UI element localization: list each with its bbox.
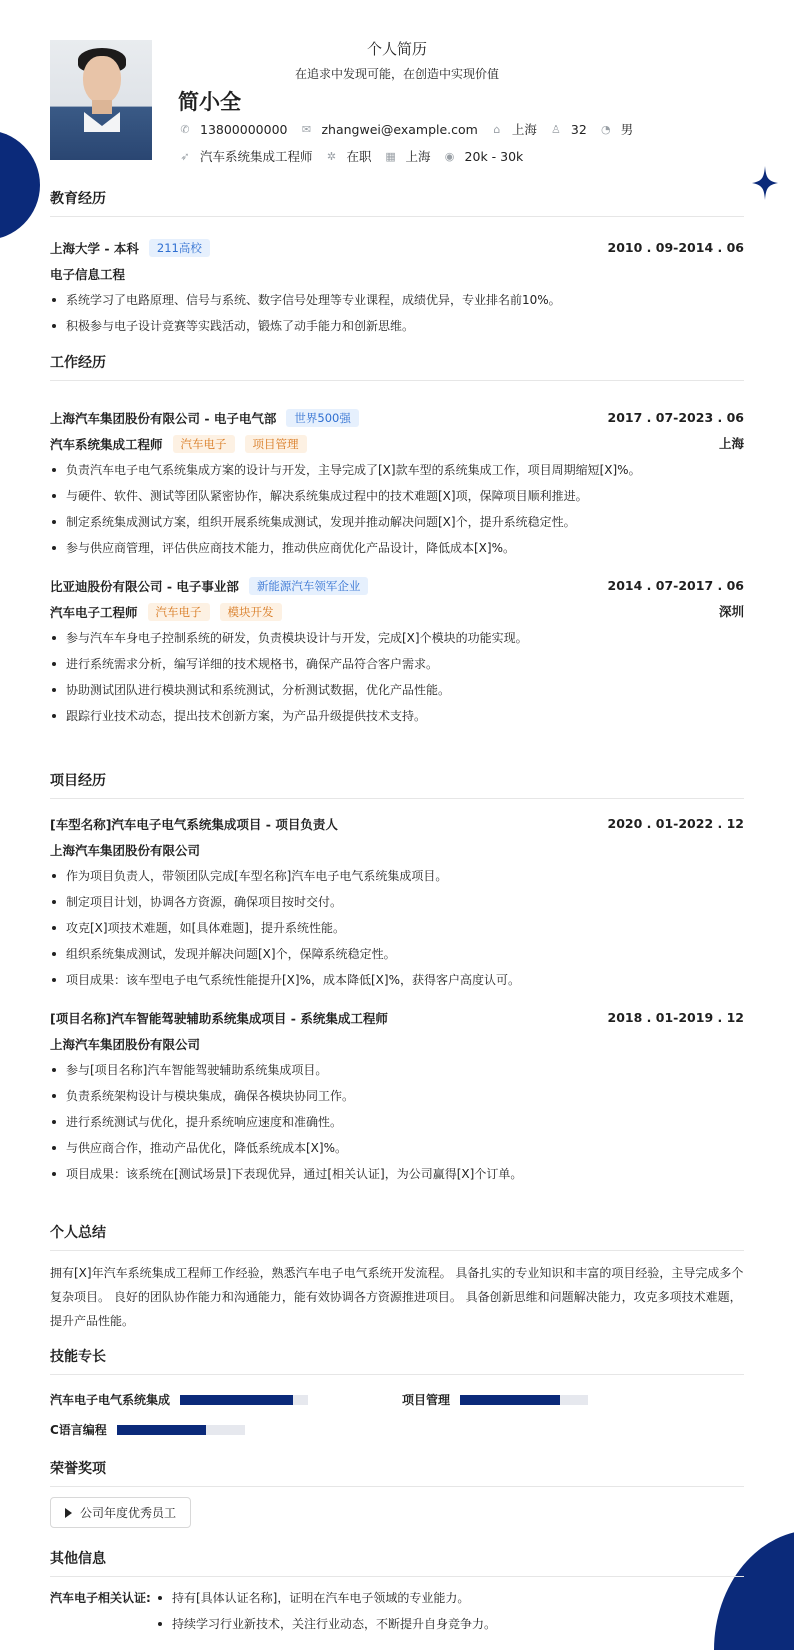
skill-item [50,1421,245,1438]
job-city: 上海 [718,436,744,451]
company-name: 比亚迪股份有限公司 - 电子事业部 [50,579,239,594]
phone-icon: ✆ [180,122,190,136]
skill-bar [117,1425,245,1435]
list-item: 与供应商合作，推动产品优化，降低系统成本[X]%。 [50,1135,744,1161]
job-header [50,405,744,431]
city-text: 上海 [405,149,431,164]
list-item: 进行系统需求分析，编写详细的技术规格书，确保产品符合客户需求。 [50,651,744,677]
education-section [50,188,744,339]
list-item: 系统学习了电路原理、信号与系统、数字信号处理等专业课程，成绩优异，专业排名前10%。 [50,287,744,313]
education-list [50,287,744,339]
section-title: 荣誉奖项 [50,1458,744,1487]
email-text: zhangwei@example.com [321,121,478,137]
skill-bar-fill [460,1395,560,1405]
skill-bar-fill [117,1425,207,1435]
list-item: 负责系统架构设计与模块集成，确保各模块协同工作。 [50,1083,744,1109]
home-text: 上海 [511,122,537,137]
role-tag: 项目管理 [245,435,307,453]
project-header [50,811,744,837]
section-title: 项目经历 [50,770,744,799]
send-icon: ➶ [180,149,190,163]
skill-name: 汽车电子电气系统集成 [50,1393,171,1407]
age-text: 32 [570,121,587,137]
list-item: 与硬件、软件、测试等团队紧密协作，解决系统集成过程中的技术难题[X]项，保障项目顺利推进。 [50,483,744,509]
home-item [490,120,537,138]
company-tag: 新能源汽车领军企业 [249,577,369,595]
role-name: 汽车系统集成工程师 [50,437,163,452]
project-header [50,1005,744,1031]
other-label: 汽车电子相关认证: [50,1591,151,1605]
gender-icon: ◔ [600,122,611,136]
play-icon [65,1508,72,1518]
list-item: 跟踪行业技术动态，提出技术创新方案，为产品升级提供技术支持。 [50,703,744,729]
job-duties [50,457,744,561]
project-org: 上海汽车集团股份有限公司 [50,1037,201,1052]
skill-bar [180,1395,308,1405]
job-period: 2017 . 07-2023 . 06 [607,410,744,425]
section-title: 个人总结 [50,1222,744,1251]
list-item: 攻克[X]项技术难题，如[具体难题]，提升系统性能。 [50,915,744,941]
status-text: 在职 [346,149,372,164]
salary-item [443,149,524,164]
list-item: 项目成果：该车型电子电气系统性能提升[X]%，成本降低[X]%，获得客户高度认可。 [50,967,744,993]
home-icon: ⌂ [493,122,501,136]
mail-icon: ✉ [301,122,312,136]
list-item: 负责汽车电子电气系统集成方案的设计与开发，主导完成了[X]款车型的系统集成工作，项目周期缩短[X]%。 [50,457,744,483]
skill-bar [460,1395,588,1405]
phone-item [178,122,287,137]
role-row [50,599,744,625]
skill-item [402,1391,588,1408]
education-period: 2010 . 09-2014 . 06 [607,240,744,255]
project-period: 2018 . 01-2019 . 12 [607,1010,744,1025]
list-item: 参与[项目名称]汽车智能驾驶辅助系统集成项目。 [50,1057,744,1083]
age-item [549,122,587,137]
skill-name: C语言编程 [50,1423,107,1437]
project-name: [车型名称]汽车电子电气系统集成项目 - 项目负责人 [50,817,338,832]
gender-item [599,120,634,138]
section-title: 其他信息 [50,1548,744,1577]
document-motto: 在追求中发现可能，在创造中实现价值 [294,67,499,81]
school-name: 上海大学 - 本科 [50,241,139,256]
list-item: 组织系统集成测试，发现并解决问题[X]个，保障系统稳定性。 [50,941,744,967]
project-duties [50,1057,744,1187]
city-item [384,147,431,165]
project-duties [50,863,744,993]
job-city: 深圳 [718,604,744,619]
role-name: 汽车电子工程师 [50,605,138,620]
email-item [299,122,477,137]
list-item: 参与汽车车身电子控制系统的研发，负责模块设计与开发，完成[X]个模块的功能实现。 [50,625,744,651]
project-name: [项目名称]汽车智能驾驶辅助系统集成项目 - 系统集成工程师 [50,1011,388,1026]
project-period: 2020 . 01-2022 . 12 [607,816,744,831]
company-tag: 世界500强 [286,409,358,427]
project-org-row [50,1031,744,1057]
skills-grid [50,1375,744,1445]
role-tag: 汽车电子 [148,603,210,621]
status-item [325,147,372,165]
other-list [156,1585,496,1637]
section-title: 工作经历 [50,352,744,381]
job-intent-row [178,147,535,165]
section-title: 技能专长 [50,1346,744,1375]
list-item: 项目成果：该系统在[测试场景]下表现优异，通过[相关认证]，为公司赢得[X]个订单。 [50,1161,744,1187]
other-section [50,1548,744,1637]
list-item: 作为项目负责人，带领团队完成[车型名称]汽车电子电气系统集成项目。 [50,863,744,889]
salary-text: 20k - 30k [464,148,524,164]
list-item: 制定项目计划，协调各方资源，确保项目按时交付。 [50,889,744,915]
education-header [50,235,744,261]
document-title: 个人简历 [366,40,427,58]
building-icon: ▦ [385,149,396,163]
role-tag: 汽车电子 [173,435,235,453]
list-item: 持有[具体认证名称]，证明在汽车电子领域的专业能力。 [156,1585,496,1611]
age-icon: ♙ [550,122,561,136]
award-name: 公司年度优秀员工 [80,1506,177,1520]
role-tag: 模块开发 [220,603,282,621]
list-item: 持续学习行业新技术，关注行业动态，不断提升自身竞争力。 [156,1611,496,1637]
projects-section [50,770,744,1187]
position-text: 汽车系统集成工程师 [200,149,313,164]
gender-text: 男 [620,122,634,137]
skill-name: 项目管理 [402,1393,451,1407]
position-item [178,147,313,165]
job-header [50,573,744,599]
summary-line: 复杂项目。 良好的团队协作能力和沟通能力，能有效协调各方资源推进项目。 具备创新思维和问题解决能力，攻克多项技术难题， [50,1290,742,1304]
skills-section [50,1346,744,1445]
phone-text: 13800000000 [200,121,288,137]
major-name: 电子信息工程 [50,267,126,282]
award-item [50,1497,191,1528]
skill-item [50,1391,308,1408]
list-item: 参与供应商管理，评估供应商技术能力，推动供应商优化产品设计，降低成本[X]%。 [50,535,744,561]
work-section [50,352,744,729]
role-row [50,431,744,457]
school-tag: 211高校 [149,239,210,257]
other-info [50,1585,744,1637]
summary-line: 拥有[X]年汽车系统集成工程师工作经验，熟悉汽车电子电气系统开发流程。 具备扎实的专业知识和丰富的项目经验，主导完成多个 [50,1266,744,1280]
honors-section [50,1458,744,1528]
summary-line: 提升产品性能。 [50,1314,135,1328]
summary-section [50,1222,744,1333]
job-duties [50,625,744,729]
project-org: 上海汽车集团股份有限公司 [50,843,201,858]
major-row [50,261,744,287]
candidate-name: 简小全 [178,90,241,114]
section-title: 教育经历 [50,188,744,217]
project-org-row [50,837,744,863]
company-name: 上海汽车集团股份有限公司 - 电子电气部 [50,411,277,426]
summary-text [50,1261,744,1333]
job-period: 2014 . 07-2017 . 06 [607,578,744,593]
list-item: 制定系统集成测试方案，组织开展系统集成测试，发现并推动解决问题[X]个，提升系统稳定性。 [50,509,744,535]
resume-header [0,0,794,190]
list-item: 积极参与电子设计竞赛等实践活动，锻炼了动手能力和创新思维。 [50,313,744,339]
list-item: 协助测试团队进行模块测试和系统测试，分析测试数据，优化产品性能。 [50,677,744,703]
contact-row [178,120,645,138]
status-icon: ✲ [326,149,337,163]
list-item: 进行系统测试与优化，提升系统响应速度和准确性。 [50,1109,744,1135]
salary-icon: ◉ [444,149,455,163]
skill-bar-fill [180,1395,293,1405]
